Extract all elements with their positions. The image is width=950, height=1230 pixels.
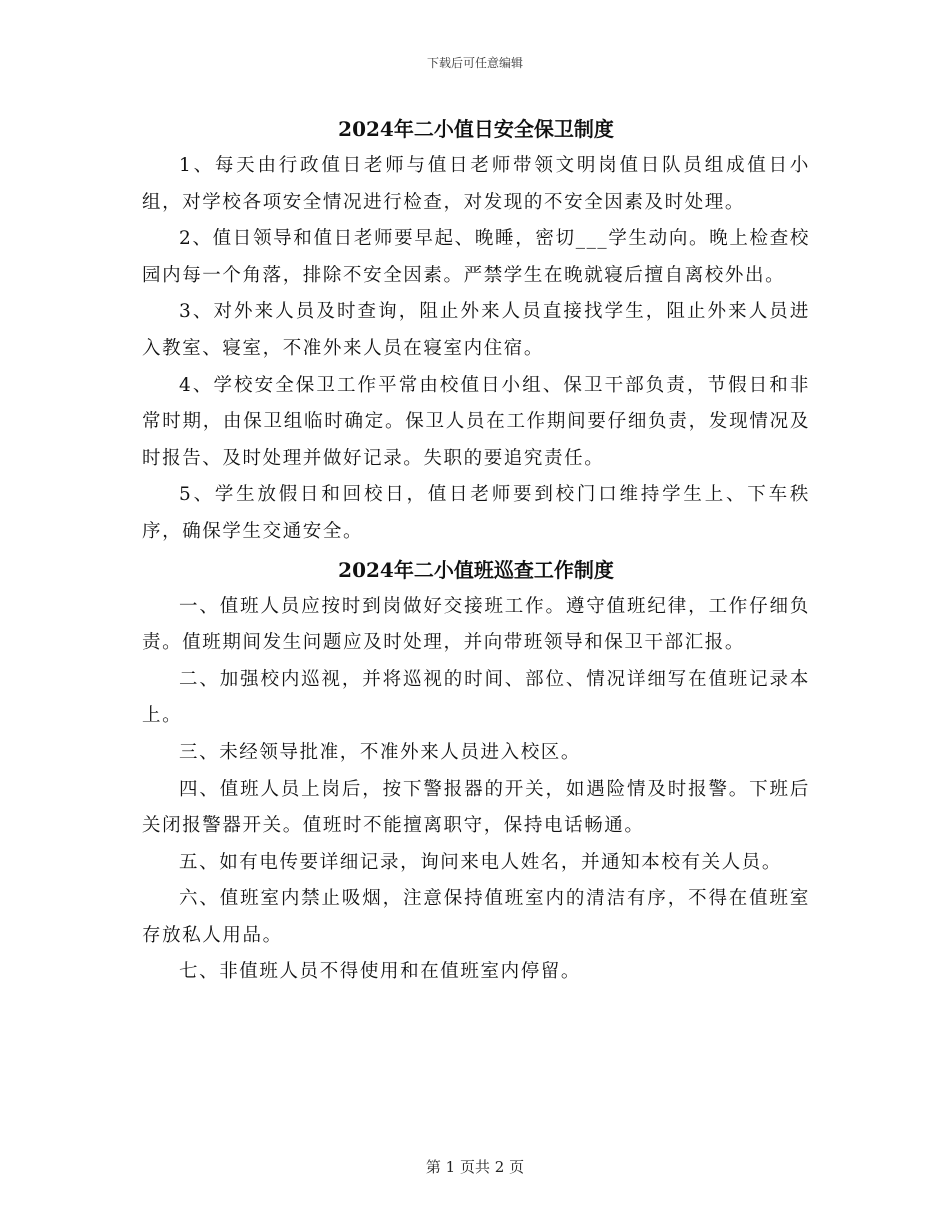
section2-paragraph-1: 一、值班人员应按时到岗做好交接班工作。遵守值班纪律，工作仔细负责。值班期间发生问题应及时处理，并向带班领导和保卫干部汇报。 — [142, 595, 810, 654]
section2-paragraph-3: 三、未经领导批准，不准外来人员进入校区。 — [179, 741, 582, 763]
document-body — [142, 112, 810, 991]
section2-paragraph-4: 四、值班人员上岗后，按下警报器的开关，如遇险情及时报警。下班后关闭报警器开关。值班时不能擅离职守，保持电话畅通。 — [142, 778, 810, 837]
section2-title: 2024年二小值班巡查工作制度 — [338, 557, 614, 582]
section1-title: 2024年二小值日安全保卫制度 — [338, 117, 614, 141]
section2-paragraph-6: 六、值班室内禁止吸烟，注意保持值班室内的清洁有序，不得在值班室存放私人用品。 — [142, 888, 810, 946]
page-number: 第 1 页共 2 页 — [425, 1158, 525, 1176]
section1-paragraph-4: 4、学校安全保卫工作平常由校值日小组、保卫干部负责，节假日和非常时期，由保卫组临时确定。保卫人员在工作期间要仔细负责，发现情况及时报告、及时处理并做好记录。失职的要追究责任。 — [142, 374, 810, 469]
section2-paragraph-7: 七、非值班人员不得使用和在值班室内停留。 — [179, 961, 582, 983]
section2-paragraph-2: 二、加强校内巡视，并将巡视的时间、部位、情况详细写在值班记录本上。 — [142, 668, 810, 727]
section1-paragraph-2: 2、值日领导和值日老师要早起、晚睡，密切___学生动向。晚上检查校园内每一个角落，排除不安全因素。严禁学生在晚就寝后擅自离校外出。 — [142, 228, 810, 286]
section1-paragraph-3: 3、对外来人员及时查询，阻止外来人员直接找学生，阻止外来人员进入教室、寝室，不准外来人员在寝室内住宿。 — [142, 301, 810, 359]
section2-paragraph-5: 五、如有电传要详细记录，询问来电人姓名，并通知本校有关人员。 — [179, 851, 783, 873]
section1-paragraph-5: 5、学生放假日和回校日，值日老师要到校门口维持学生上、下车秩序，确保学生交通安全。 — [142, 484, 810, 542]
section1-paragraph-1: 1、每天由行政值日老师与值日老师带领文明岗值日队员组成值日小组，对学校各项安全情况进行检查，对发现的不安全因素及时处理。 — [142, 155, 810, 213]
page-header-note: 下载后可任意编辑 — [426, 56, 523, 70]
